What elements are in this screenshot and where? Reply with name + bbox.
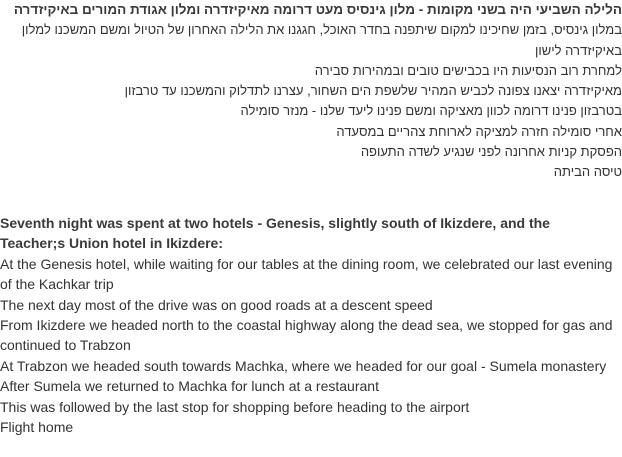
- hebrew-line-1: במלון גינסיס, בזמן שחיכינו למקום שיתפנה בחדר האוכל, חגגנו את הלילה האחרון של הטיול ומשם המשכנו למלון באיקיזדרה לישון: [21, 22, 622, 58]
- hebrew-section: [0, 0, 622, 183]
- english-line-5: After Sumela we returned to Machka for lunch at a restaurant: [0, 378, 379, 395]
- hebrew-line-3: מאיקיזדרה יצאנו צפונה לכביש המהיר שלשפת הים השחור, עצרנו לתדלוק והמשכנו עד טרבזון: [124, 83, 622, 99]
- hebrew-line-4: בטרבזון פנינו דרומה לכוון מאציקה ומשם פנינו ליעד שלנו - מנזר סומילה: [240, 103, 622, 119]
- english-line-3: From Ikizdere we headed north to the coastal highway along the dead sea, we stopped for gas and continued to Trabzon: [0, 317, 613, 354]
- hebrew-title: הלילה השביעי היה בשני מקומות - מלון גינסיס מעט דרומה מאיקיזדרה ומלון אגודת המורים באיקיזדרה: [13, 2, 622, 17]
- english-line-7: Flight home: [0, 419, 74, 436]
- hebrew-line-7: טיסה הביתה: [553, 164, 622, 180]
- english-line-4: At Trabzon we headed south towards Machka, where we headed for our goal - Sumela monastery: [0, 357, 607, 374]
- english-line-1: At the Genesis hotel, while waiting for our tables at the dining room, we celebrated our last evening of the Kachkar trip: [0, 255, 613, 293]
- english-line-6: This was followed by the last stop for shopping before heading to the airport: [0, 398, 470, 415]
- english-title: Seventh night was spent at two hotels - Genesis, slightly south of Ikizdere, and the Teacher;s Union hotel in Ikizdere:: [0, 215, 550, 252]
- english-line-2: The next day most of the drive was on good roads at a descent speed: [0, 296, 433, 313]
- hebrew-line-6: הפסקת קניות אחרונה לפני שנגיע לשדה התעופה: [360, 144, 622, 160]
- english-section: [0, 213, 618, 437]
- hebrew-line-5: אחרי סומילה חזרה למציקה לארוחת צהריים במסעדה: [336, 123, 622, 139]
- hebrew-line-2: למחרת רוב הנסיעות היו בכבישים טובים ובמהירות סבירה: [314, 62, 622, 78]
